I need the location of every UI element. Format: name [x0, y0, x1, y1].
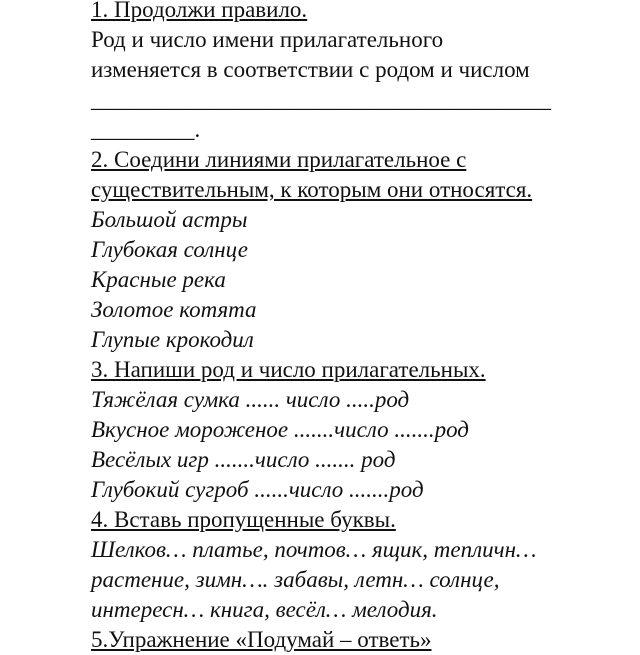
exercise-text: Шелков… платье, почтов… ящик, тепличн… — [91, 537, 537, 562]
section2-heading: существительным, к которым они относятся. — [91, 177, 533, 202]
section3-heading: 3. Напиши род и число прилагательных. — [91, 357, 486, 382]
answer-blank: _________. — [91, 117, 201, 142]
rule-text: Род и число имени прилагательного — [91, 27, 444, 52]
exercise-item: Весёлых игр .......число ....... род — [91, 447, 396, 472]
exercise-item: Глубокий сугроб ......число .......род — [91, 477, 424, 502]
match-item: Золотое котята — [91, 297, 257, 322]
match-item: Красные река — [91, 267, 226, 292]
exercise-text: интересн… книга, весёл… мелодия. — [91, 597, 438, 622]
section2-heading: 2. Соедини линиями прилагательное с — [91, 147, 467, 172]
exercise-text: растение, зимн…. забавы, летн… солнце, — [91, 567, 500, 592]
match-item: Большой астры — [91, 207, 248, 232]
section5-heading: 5.Упражнение «Подумай – ответь» — [91, 627, 432, 652]
worksheet — [91, 0, 551, 655]
section1-heading: 1. Продолжи правило. — [91, 0, 308, 22]
match-item: Глупые крокодил — [91, 327, 254, 352]
rule-text: изменяется в соответствии с родом и числом — [91, 57, 530, 82]
section4-heading: 4. Вставь пропущенные буквы. — [91, 507, 396, 532]
answer-blank: ________________________________________ — [91, 87, 551, 112]
exercise-item: Тяжёлая сумка ...... число .....род — [91, 387, 410, 412]
match-item: Глубокая солнце — [91, 237, 248, 262]
exercise-item: Вкусное мороженое .......число .......род — [91, 417, 469, 442]
